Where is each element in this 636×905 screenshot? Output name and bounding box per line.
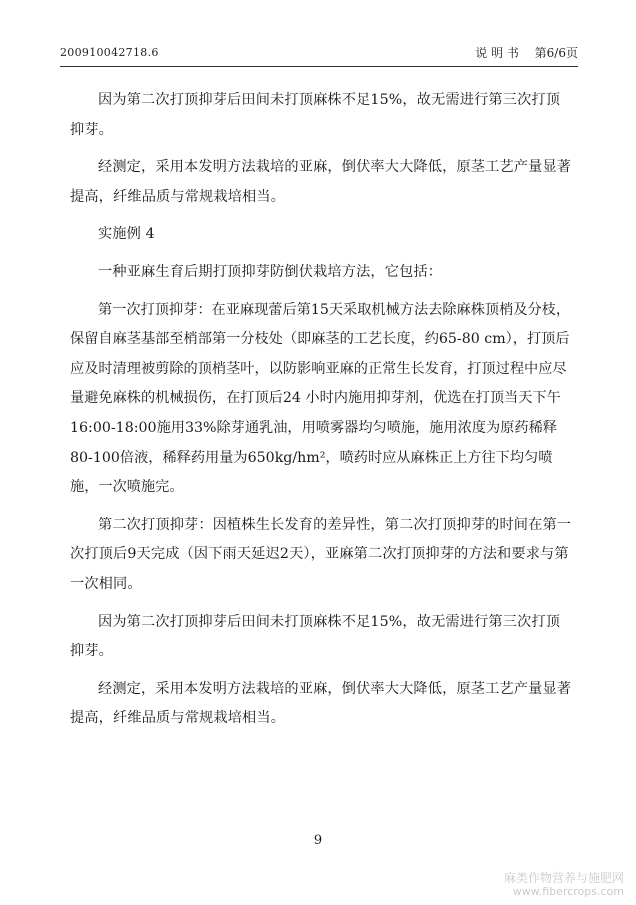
paragraph: 经测定，采用本发明方法栽培的亚麻，倒伏率大大降低，原茎工艺产量显著提高，纤维品质与常规栽培相当。 <box>70 159 572 205</box>
document-body <box>70 86 574 742</box>
watermark <box>504 871 624 899</box>
paragraph: 因为第二次打顶抑芽后田间未打顶麻株不足15%，故无需进行第三次打顶抑芽。 <box>70 92 561 138</box>
paragraph: 经测定，采用本发明方法栽培的亚麻，倒伏率大大降低，原茎工艺产量显著提高，纤维品质与常规栽培相当。 <box>70 680 572 727</box>
page-header <box>60 44 578 64</box>
document-number: 200910042718.6 <box>60 46 159 59</box>
header-rule <box>60 66 578 67</box>
page-info: 第6/6页 <box>534 46 578 60</box>
watermark-url: www.fibercrops.com <box>512 885 624 898</box>
paragraph: 因为第二次打顶抑芽后田间未打顶麻株不足15%，故无需进行第三次打顶抑芽。 <box>70 613 561 660</box>
example-heading: 实施例 4 <box>98 226 155 243</box>
page-number: 9 <box>313 833 323 848</box>
paragraph: 第二次打顶抑芽：因植株生长发育的差异性，第二次打顶抑芽的时间在第一次打顶后9天完成（因下雨天延迟2天），亚麻第二次打顶抑芽的方法和要求与第一次相同。 <box>70 516 572 592</box>
watermark-text: 麻类作物营养与施肥网 <box>503 871 624 885</box>
document-type: 说 明 书 <box>475 46 519 60</box>
header-right <box>463 44 578 61</box>
paragraph: 第一次打顶抑芽：在亚麻现蕾后第15天采取机械方法去除麻株顶梢及分枝，保留自麻茎基部至梢部第一分枝处（即麻茎的工艺长度，约65-80 cm），打顶后应及时清理被剪除的顶梢茎叶，以防影响亚麻的正常生长发育，打顶过程中应尽量避免麻株的机械损伤，在打顶后24 小时内施用抑芽剂，优选在打顶当天下午16:00-18:00施用33%除芽通乳油，用喷雾器均匀喷施，施用浓度为原药稀释80-100倍液，稀释药用量为650kg/hm²，喷药时应从麻株正上方往下均匀喷施，一次喷施完。 <box>70 301 571 496</box>
paragraph: 一种亚麻生育后期打顶抑芽防倒伏栽培方法，它包括： <box>98 263 443 280</box>
